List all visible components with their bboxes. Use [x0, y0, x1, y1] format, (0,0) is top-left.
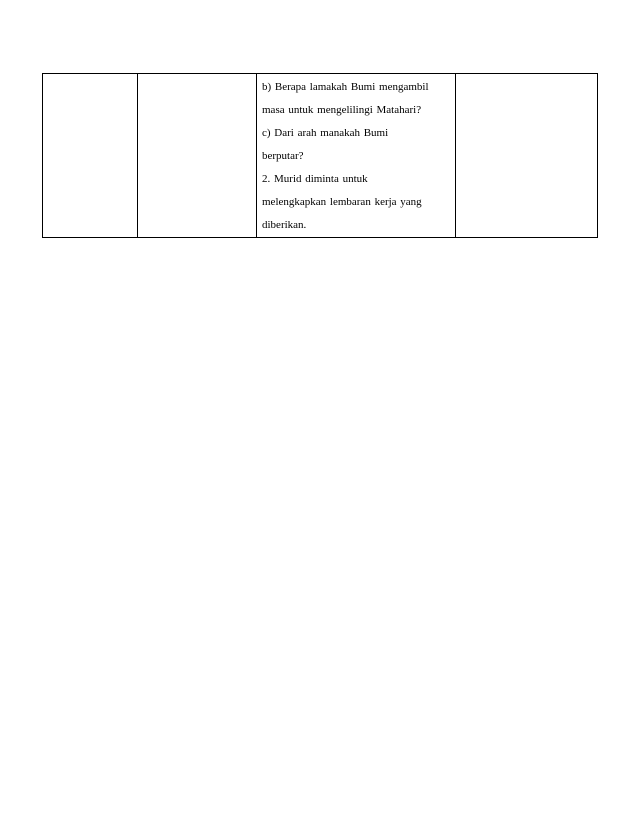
activity-text	[257, 74, 455, 237]
activity-line: c) Dari arah manakah Bumi	[262, 127, 389, 139]
table-cell-activity	[257, 74, 456, 238]
cell-1-text	[43, 74, 137, 76]
cell-2-text	[138, 74, 256, 76]
cell-4-text	[456, 74, 597, 76]
activity-line: masa untuk mengelilingi Matahari?	[262, 104, 422, 116]
table-row	[43, 74, 598, 238]
activity-line: melengkapkan lembaran kerja yang	[262, 196, 422, 208]
table-cell-empty-1	[43, 74, 138, 238]
lesson-plan-table	[42, 73, 598, 238]
activity-line: b) Berapa lamakah Bumi mengambil	[262, 81, 429, 93]
table-cell-empty-4	[456, 74, 598, 238]
activity-line: berputar?	[262, 150, 304, 162]
activity-line: diberikan.	[262, 219, 307, 231]
table-cell-empty-2	[138, 74, 257, 238]
activity-line: 2. Murid diminta untuk	[262, 173, 368, 185]
